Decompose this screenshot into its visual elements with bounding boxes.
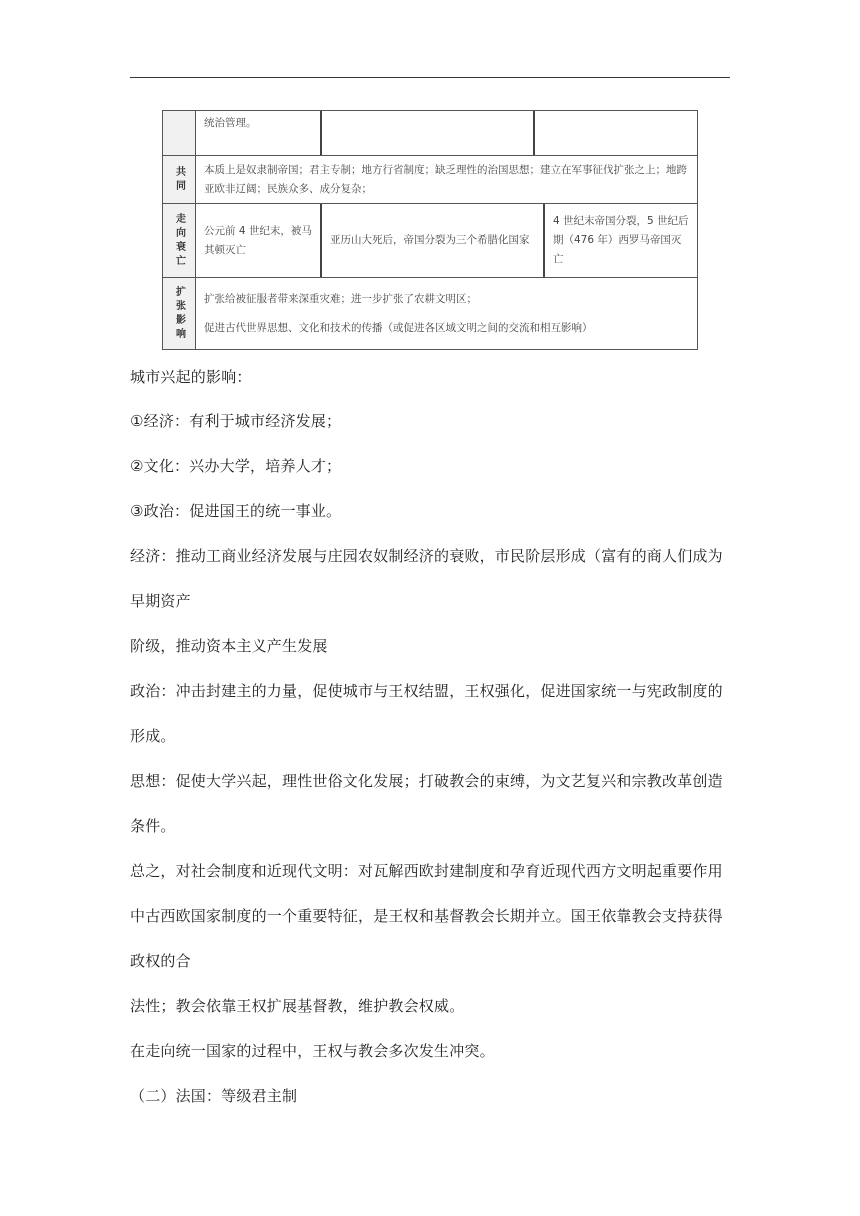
table-row [163,111,697,155]
table-cell [322,111,533,155]
paragraph: 城市兴起的影响： [130,368,252,386]
table-row [163,155,697,203]
paragraph: 形成。 [130,727,176,745]
paragraph: 条件。 [130,817,176,835]
paragraph: 经济：推动工商业经济发展与庄园农奴制经济的衰败，市民阶层形成（富有的商人们成为 [130,547,723,565]
paragraph: 思想：促使大学兴起，理性世俗文化发展；打破教会的束缚，为文艺复兴和宗教改革创造 [130,772,723,790]
header-rule [130,77,730,78]
table-cell-impact [196,278,697,349]
paragraph: ③政治：促进国王的统一事业。 [130,502,342,520]
paragraph: 政治：冲击封建主的力量，促使城市与王权结盟，王权强化，促进国家统一与宪政制度的 [130,682,723,700]
paragraph: 中古西欧国家制度的一个重要特征，是王权和基督教会长期并立。国王依靠教会支持获得 [130,907,723,925]
impact-line: 扩张给被征服者带来深重灾难；进一步扩张了农耕文明区； [204,292,477,305]
paragraph: 阶级，推动资本主义产生发展 [130,637,328,655]
row-header-decline: 走向衰亡 [163,204,196,277]
table-cell: 统治管理。 [204,117,257,129]
section-heading: （二）法国：等级君主制 [130,1087,298,1105]
paragraph: 政权的合 [130,952,191,970]
row-header-common: 共同 [163,156,196,203]
table-cell: 4 世纪末帝国分裂，5 世纪后期（476 年）西罗马帝国灭亡 [553,215,689,265]
paragraph: ①经济：有利于城市经济发展； [130,412,342,430]
table-row [163,203,697,277]
comparison-table [162,110,698,350]
paragraph: 在走向统一国家的过程中，王权与教会多次发生冲突。 [130,1042,495,1060]
table-cell: 公元前 4 世纪末，被马其顿灭亡 [204,224,312,256]
row-header-impact: 扩张影响 [163,278,196,349]
paragraph: 早期资产 [130,592,191,610]
paragraph: ②文化：兴办大学，培养人才； [130,457,342,475]
paragraph: 法性；教会依靠王权扩展基督教，维护教会权威。 [130,997,465,1015]
paragraph: 总之，对社会制度和近现代文明：对瓦解西欧封建制度和孕育近现代西方文明起重要作用 [130,862,723,880]
row-header [163,111,196,155]
table-row [163,277,697,349]
table-cell [535,111,697,155]
table-cell: 亚历山大死后，帝国分裂为三个希腊化国家 [330,234,530,246]
impact-line: 促进古代世界思想、文化和技术的传播（或促进各区域文明之间的交流和相互影响） [204,321,593,334]
table-cell-common: 本质上是奴隶制帝国；君主专制；地方行省制度；缺乏理性的治国思想；建立在军事征伐扩张之上；地跨亚欧非辽阔；民族众多、成分复杂； [204,163,687,195]
